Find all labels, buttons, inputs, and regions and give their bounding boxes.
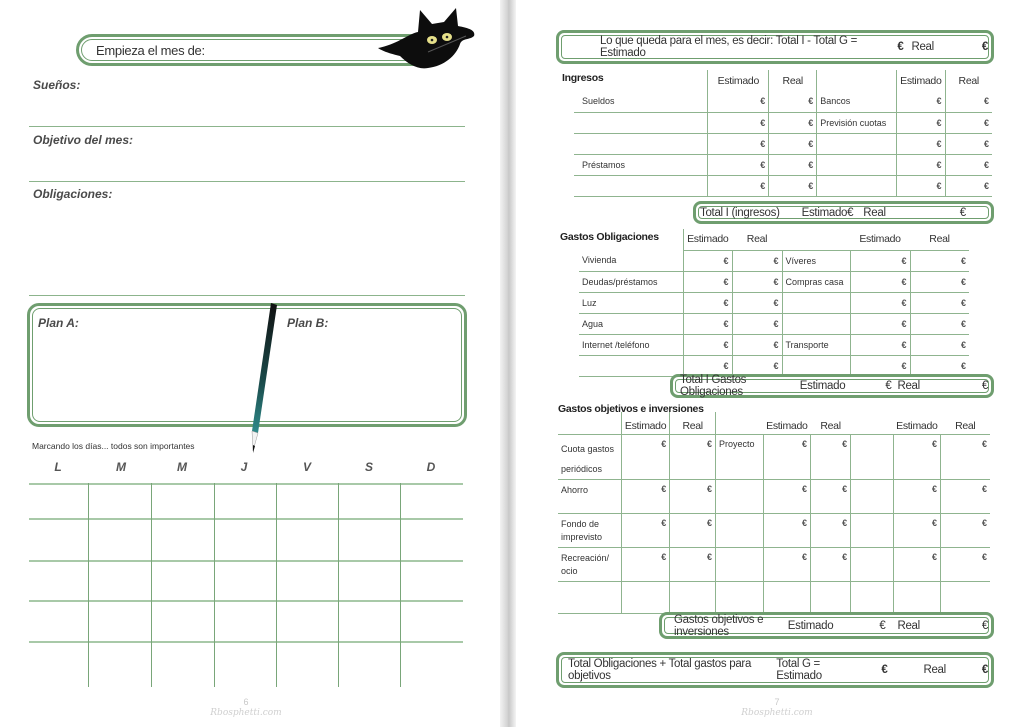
row-label xyxy=(817,133,897,154)
estimado-cell[interactable] xyxy=(621,581,669,613)
ingresos-row xyxy=(574,133,992,154)
real-cell[interactable]: € xyxy=(910,355,969,376)
real-cell[interactable]: € xyxy=(732,250,782,271)
row-label xyxy=(782,355,850,376)
row-label: Fondo de imprevisto xyxy=(558,513,621,547)
row-label: Internet /teléfono xyxy=(579,334,683,355)
estimado-cell[interactable]: € xyxy=(621,513,669,547)
real-cell[interactable] xyxy=(941,581,990,613)
obligaciones-row xyxy=(579,250,969,271)
estimado-cell[interactable]: € xyxy=(621,434,669,479)
estimado-cell[interactable]: € xyxy=(621,547,669,581)
ingresos-row xyxy=(574,175,992,196)
real-cell[interactable]: € xyxy=(769,133,817,154)
inversiones-table xyxy=(558,412,990,614)
row-label: Compras casa xyxy=(782,271,850,292)
real-cell[interactable]: € xyxy=(941,479,990,513)
row-label xyxy=(817,154,897,175)
day-header-miercoles: M xyxy=(177,460,187,474)
day-header-sabado: S xyxy=(364,460,373,474)
plan-b-label: Plan B: xyxy=(287,316,329,330)
col-header-real: Real xyxy=(811,412,851,434)
real-cell[interactable]: € xyxy=(769,112,817,133)
real-cell[interactable]: € xyxy=(769,175,817,196)
obligaciones-table xyxy=(579,229,969,377)
col-header-estimado: Estimado xyxy=(683,229,732,250)
real-cell[interactable]: € xyxy=(732,292,782,313)
estimado-cell[interactable]: € xyxy=(850,313,910,334)
col-header-real: Real xyxy=(945,70,992,91)
estimado-cell[interactable]: € xyxy=(897,175,945,196)
left-page xyxy=(0,0,500,727)
estimado-cell[interactable]: € xyxy=(763,434,810,479)
summary-box xyxy=(556,30,994,64)
real-cell[interactable]: € xyxy=(670,479,716,513)
col-header-estimado: Estimado xyxy=(763,412,810,434)
row-label xyxy=(574,112,708,133)
estimado-cell[interactable]: € xyxy=(683,334,732,355)
brand-watermark: Rbosphetti.com xyxy=(210,708,282,718)
real-cell[interactable] xyxy=(811,581,851,613)
row-label: Previsión cuotas xyxy=(817,112,897,133)
total-real-label: Real xyxy=(897,380,920,392)
row-label: Luz xyxy=(579,292,683,313)
real-cell[interactable]: € xyxy=(732,271,782,292)
ingresos-table xyxy=(574,70,992,197)
total-g-label: Total G = Estimado xyxy=(776,658,822,682)
row-label xyxy=(851,434,894,479)
real-cell[interactable]: € xyxy=(732,334,782,355)
suenos-label: Sueños: xyxy=(33,78,81,92)
total-inversiones-label: Gastos objetivos e inversiones xyxy=(674,613,764,638)
summary-real-label: Real xyxy=(911,41,934,53)
estimado-cell[interactable]: € xyxy=(897,112,945,133)
row-label: Ahorro xyxy=(558,479,621,513)
estimado-cell[interactable]: € xyxy=(708,175,769,196)
estimado-cell[interactable]: € xyxy=(850,334,910,355)
real-cell[interactable]: € xyxy=(945,133,992,154)
row-label: Víveres xyxy=(782,250,850,271)
real-cell[interactable]: € xyxy=(811,547,851,581)
inversiones-row xyxy=(558,547,990,581)
row-label xyxy=(574,133,708,154)
ingresos-row xyxy=(574,154,992,175)
inversiones-title: Gastos objetivos e inversiones xyxy=(558,403,704,415)
estimado-cell[interactable] xyxy=(763,581,810,613)
euro-symbol: € xyxy=(897,41,904,53)
ingresos-row xyxy=(574,91,992,112)
total-obligaciones-box xyxy=(670,374,994,398)
row-label xyxy=(716,547,764,581)
real-cell[interactable]: € xyxy=(945,154,992,175)
estimado-cell[interactable]: € xyxy=(683,313,732,334)
euro-symbol: € xyxy=(981,380,988,392)
estimado-cell[interactable]: € xyxy=(763,547,810,581)
total-estimado-label: Estimado xyxy=(787,619,834,632)
ingresos-row xyxy=(574,112,992,133)
estimado-cell[interactable]: € xyxy=(897,154,945,175)
estimado-cell[interactable]: € xyxy=(850,292,910,313)
euro-symbol: € xyxy=(847,206,854,219)
row-label xyxy=(851,581,894,613)
estimado-cell[interactable] xyxy=(893,581,940,613)
inversiones-row xyxy=(558,581,990,613)
grand-total-real-label: Real xyxy=(923,664,946,676)
grand-total-box xyxy=(556,652,994,688)
summary-text: Lo que queda para el mes, es decir: Total I - Total G = Estimado xyxy=(600,35,858,59)
month-start-label: Empieza el mes de: xyxy=(96,42,205,58)
estimado-cell[interactable]: € xyxy=(893,479,940,513)
calendar-caption: Marcando los días... todos son importantes xyxy=(32,441,195,451)
total-inversiones-box xyxy=(659,612,994,639)
day-header-martes: M xyxy=(116,460,126,474)
estimado-cell[interactable]: € xyxy=(708,154,769,175)
obligaciones-label: Obligaciones: xyxy=(33,187,113,201)
right-page xyxy=(516,0,1023,727)
total-estimado-label: Estimado xyxy=(799,380,846,392)
total-real-label: Real xyxy=(863,206,886,219)
estimado-cell[interactable]: € xyxy=(893,513,940,547)
real-cell[interactable]: € xyxy=(941,513,990,547)
obligaciones-row xyxy=(579,334,969,355)
row-label: Recreación/ ocio xyxy=(558,547,621,581)
estimado-cell[interactable]: € xyxy=(893,547,940,581)
col-header-real: Real xyxy=(769,70,817,91)
estimado-cell[interactable]: € xyxy=(763,479,810,513)
day-header-lunes: L xyxy=(54,460,62,474)
col-header-real: Real xyxy=(670,412,716,434)
col-header-real: Real xyxy=(910,229,969,250)
col-header-estimado: Estimado xyxy=(708,70,769,91)
row-label: Proyecto xyxy=(716,434,764,479)
real-cell[interactable]: € xyxy=(910,313,969,334)
obligaciones-row xyxy=(579,355,969,376)
total-obligaciones-label: Total I Gastos Obligaciones xyxy=(680,374,747,398)
estimado-cell[interactable]: € xyxy=(763,513,810,547)
real-cell[interactable]: € xyxy=(732,313,782,334)
estimado-cell[interactable]: € xyxy=(708,133,769,154)
estimado-cell[interactable]: € xyxy=(897,91,945,112)
row-label xyxy=(817,175,897,196)
col-header-estimado: Estimado xyxy=(893,412,940,434)
estimado-cell[interactable]: € xyxy=(850,271,910,292)
total-ingresos-box xyxy=(693,201,994,224)
plan-a-label: Plan A: xyxy=(38,316,79,330)
row-label: Vivienda xyxy=(579,250,683,271)
real-cell[interactable]: € xyxy=(811,479,851,513)
row-label xyxy=(558,581,621,613)
ingresos-title: Ingresos xyxy=(562,72,604,84)
book-gutter xyxy=(500,0,516,727)
col-header-real: Real xyxy=(941,412,990,434)
total-real-label: Real xyxy=(897,619,920,632)
estimado-cell[interactable]: € xyxy=(893,434,940,479)
row-label xyxy=(782,292,850,313)
real-cell[interactable]: € xyxy=(811,434,851,479)
euro-symbol: € xyxy=(959,206,966,219)
estimado-cell[interactable]: € xyxy=(708,91,769,112)
divider xyxy=(29,126,465,127)
page-number: 6 xyxy=(243,697,249,707)
row-label: Bancos xyxy=(817,91,897,112)
black-cat-icon xyxy=(378,4,478,72)
pencil-icon xyxy=(244,303,284,463)
row-label xyxy=(716,479,764,513)
day-header-domingo: D xyxy=(426,460,436,474)
row-label xyxy=(716,581,764,613)
row-label xyxy=(851,547,894,581)
euro-symbol: € xyxy=(981,664,988,676)
real-cell[interactable]: € xyxy=(945,112,992,133)
real-cell[interactable]: € xyxy=(732,355,782,376)
row-label xyxy=(851,479,894,513)
total-estimado-label: Estimado xyxy=(801,206,848,219)
row-label xyxy=(782,313,850,334)
real-cell[interactable]: € xyxy=(945,91,992,112)
real-cell[interactable]: € xyxy=(811,513,851,547)
real-cell[interactable]: € xyxy=(941,547,990,581)
divider xyxy=(29,181,465,182)
row-label xyxy=(579,355,683,376)
euro-symbol: € xyxy=(881,664,888,676)
col-header-estimado: Estimado xyxy=(897,70,945,91)
euro-symbol: € xyxy=(879,619,886,632)
grand-total-label: Total Obligaciones + Total gastos para objetivos xyxy=(568,658,752,682)
objetivo-label: Objetivo del mes: xyxy=(33,133,134,147)
row-label: Cuota gastos periódicos xyxy=(558,434,621,479)
inversiones-row xyxy=(558,479,990,513)
brand-watermark: Rbosphetti.com xyxy=(741,708,813,718)
real-cell[interactable]: € xyxy=(941,434,990,479)
estimado-cell[interactable]: € xyxy=(683,271,732,292)
euro-symbol: € xyxy=(885,380,892,392)
euro-symbol: € xyxy=(981,619,988,632)
estimado-cell[interactable]: € xyxy=(708,112,769,133)
row-label xyxy=(574,175,708,196)
page-number: 7 xyxy=(774,697,780,707)
obligaciones-row xyxy=(579,271,969,292)
estimado-cell[interactable]: € xyxy=(683,292,732,313)
row-label xyxy=(716,513,764,547)
euro-symbol: € xyxy=(981,41,988,53)
row-label: Transporte xyxy=(782,334,850,355)
real-cell[interactable] xyxy=(670,581,716,613)
real-cell[interactable]: € xyxy=(945,175,992,196)
day-header-jueves: J xyxy=(240,460,248,474)
real-cell[interactable]: € xyxy=(910,292,969,313)
real-cell[interactable]: € xyxy=(670,547,716,581)
estimado-cell[interactable]: € xyxy=(683,355,732,376)
real-cell[interactable]: € xyxy=(670,434,716,479)
estimado-cell[interactable]: € xyxy=(897,133,945,154)
col-header-estimado: Estimado xyxy=(850,229,910,250)
obligaciones-row xyxy=(579,292,969,313)
real-cell[interactable]: € xyxy=(910,271,969,292)
real-cell[interactable]: € xyxy=(910,334,969,355)
row-label: Sueldos xyxy=(574,91,708,112)
real-cell[interactable]: € xyxy=(910,250,969,271)
estimado-cell[interactable]: € xyxy=(850,355,910,376)
inversiones-row xyxy=(558,513,990,547)
row-label xyxy=(851,513,894,547)
row-label: Deudas/préstamos xyxy=(579,271,683,292)
day-header-viernes: V xyxy=(302,460,311,474)
real-cell[interactable]: € xyxy=(769,91,817,112)
estimado-cell[interactable]: € xyxy=(850,250,910,271)
col-header-real: Real xyxy=(732,229,782,250)
estimado-cell[interactable]: € xyxy=(621,479,669,513)
real-cell[interactable]: € xyxy=(670,513,716,547)
divider xyxy=(29,295,465,296)
obligaciones-row xyxy=(579,313,969,334)
inversiones-row xyxy=(558,434,990,479)
row-label: Préstamos xyxy=(574,154,708,175)
row-label: Agua xyxy=(579,313,683,334)
col-header-estimado: Estimado xyxy=(621,412,669,434)
total-ingresos-label: Total I (ingresos) xyxy=(700,206,780,219)
real-cell[interactable]: € xyxy=(769,154,817,175)
estimado-cell[interactable]: € xyxy=(683,250,732,271)
obligaciones-title: Gastos Obligaciones xyxy=(560,231,659,243)
